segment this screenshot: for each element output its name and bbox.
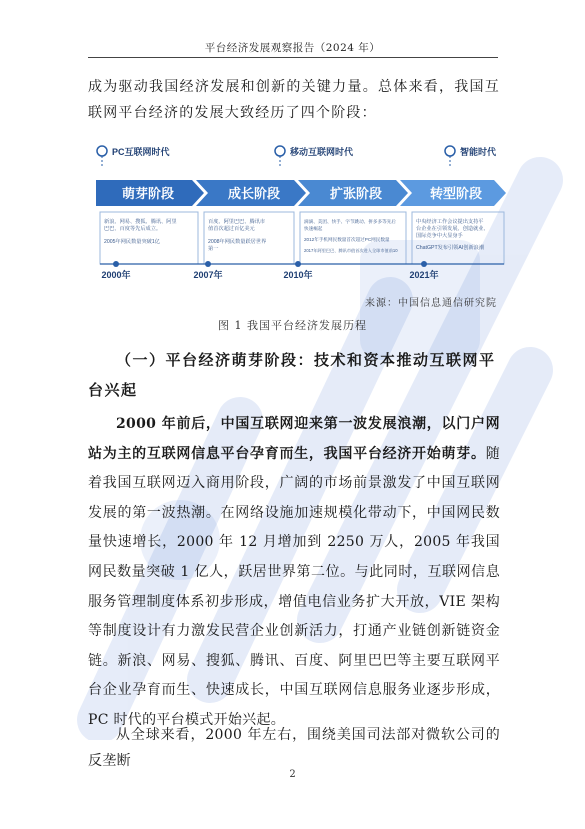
year-label-2010: 2010年 [283, 270, 313, 280]
stage4-note-3: 国际竞争中大显身手 [416, 233, 463, 239]
stage2-note-4: 第一 [208, 246, 219, 252]
body-paragraph-1-text: 随着我国互联网迈入商用阶段，广阔的市场前景激发了中国互联网发展的第一波热潮。在网络设施加速规模化带动下，中国网民数量快速增长，2000 年 12 月增加到 2250 万人，2005 年我国网民数量突破 1 亿人，跃居世界第二位。与此同时，互联网信息服务管理制度体系初步形成，增值电信业务扩大开放，VIE 架构等制度设计有力激发民营企业创新活力，打通产业链创新链资金链。新浪、网易、搜狐、腾讯、百度、阿里巴巴等主要互联网平台企业孕育而生、快速成长，中国互联网信息服务业逐步形成，PC 时代的平台模式开始兴起。 [88, 445, 500, 728]
era-marker-mobile [275, 146, 285, 156]
page-number: 2 [289, 769, 296, 780]
stage1-note-3: 2005年网民数量突破1亿 [104, 239, 160, 245]
stage3-note-1: 滴滴、美团、快手、字节跳动、拼多多等先后 [304, 219, 396, 224]
stage2-note-3: 2008年网民数量跃居世界 [208, 239, 267, 245]
development-timeline-figure [96, 138, 506, 288]
body-paragraph-1 [88, 410, 500, 736]
year-label-2021: 2021年 [409, 270, 439, 280]
stage-label-3: 扩张阶段 [329, 186, 383, 201]
stage-label-2: 成长阶段 [227, 186, 281, 201]
era-marker-ai [445, 146, 455, 156]
stage2-note-2: 值首次超过百亿美元 [208, 226, 255, 232]
stage4-note-1: 中央经济工作会议提出支持平 [416, 219, 484, 225]
era-label-pc: PC互联网时代 [112, 147, 170, 157]
stage3-note-2: 快速崛起 [304, 226, 323, 231]
era-label-mobile: 移动互联网时代 [290, 147, 354, 157]
year-label-2007: 2007年 [193, 270, 223, 280]
stage3-note-4: 2017年阿里巴巴、腾讯市值首次进入全球市值前10 [304, 248, 398, 253]
body-paragraph-1-lead: 2000 年前后，中国互联网迎来第一波发展浪潮，以门户网站为主的互联网信息平台孕育而生，我国平台经济开始萌芽。 [88, 416, 500, 462]
body-paragraph-2: 从全球来看，2000 年左右，围绕美国司法部对微软公司的反垄断 [88, 727, 500, 769]
intro-paragraph: 成为驱动我国经济发展和创新的关键力量。总体来看，我国互联网平台经济的发展大致经历了四个阶段： [88, 79, 500, 121]
stage4-note-2: 台企业在引领发展、创造就业、 [416, 226, 489, 232]
stage-label-4: 转型阶段 [429, 186, 483, 201]
stage-label-1: 萌芽阶段 [121, 186, 175, 201]
section-heading-line-1: （一）平台经济萌芽阶段：技术和资本推动互联网平 [116, 351, 496, 369]
section-heading-line-2: 台兴起 [88, 381, 138, 399]
header-rule [88, 57, 498, 58]
stage1-note-2: 巴巴、百度等先后成立。 [104, 226, 162, 232]
figure-caption: 图 1 我国平台经济发展历程 [218, 319, 367, 332]
stage3-note-3: 2012年手机网民数量首次超过PC网民数量 [304, 237, 390, 242]
stage4-note-4: ChatGPT发布引领AI创新浪潮 [416, 245, 485, 251]
figure-source: 来源：中国信息通信研究院 [365, 298, 497, 309]
stage1-note-1: 新浪、网易、搜狐、腾讯、阿里 [104, 219, 177, 225]
year-label-2000: 2000年 [101, 270, 131, 280]
stage2-note-1: 百度、阿里巴巴、腾讯市 [208, 219, 266, 225]
era-marker-pc [97, 146, 107, 156]
header-title: 平台经济发展观察报告（2024 年） [204, 42, 381, 54]
section-heading [88, 345, 500, 405]
era-label-ai: 智能时代 [460, 147, 497, 157]
